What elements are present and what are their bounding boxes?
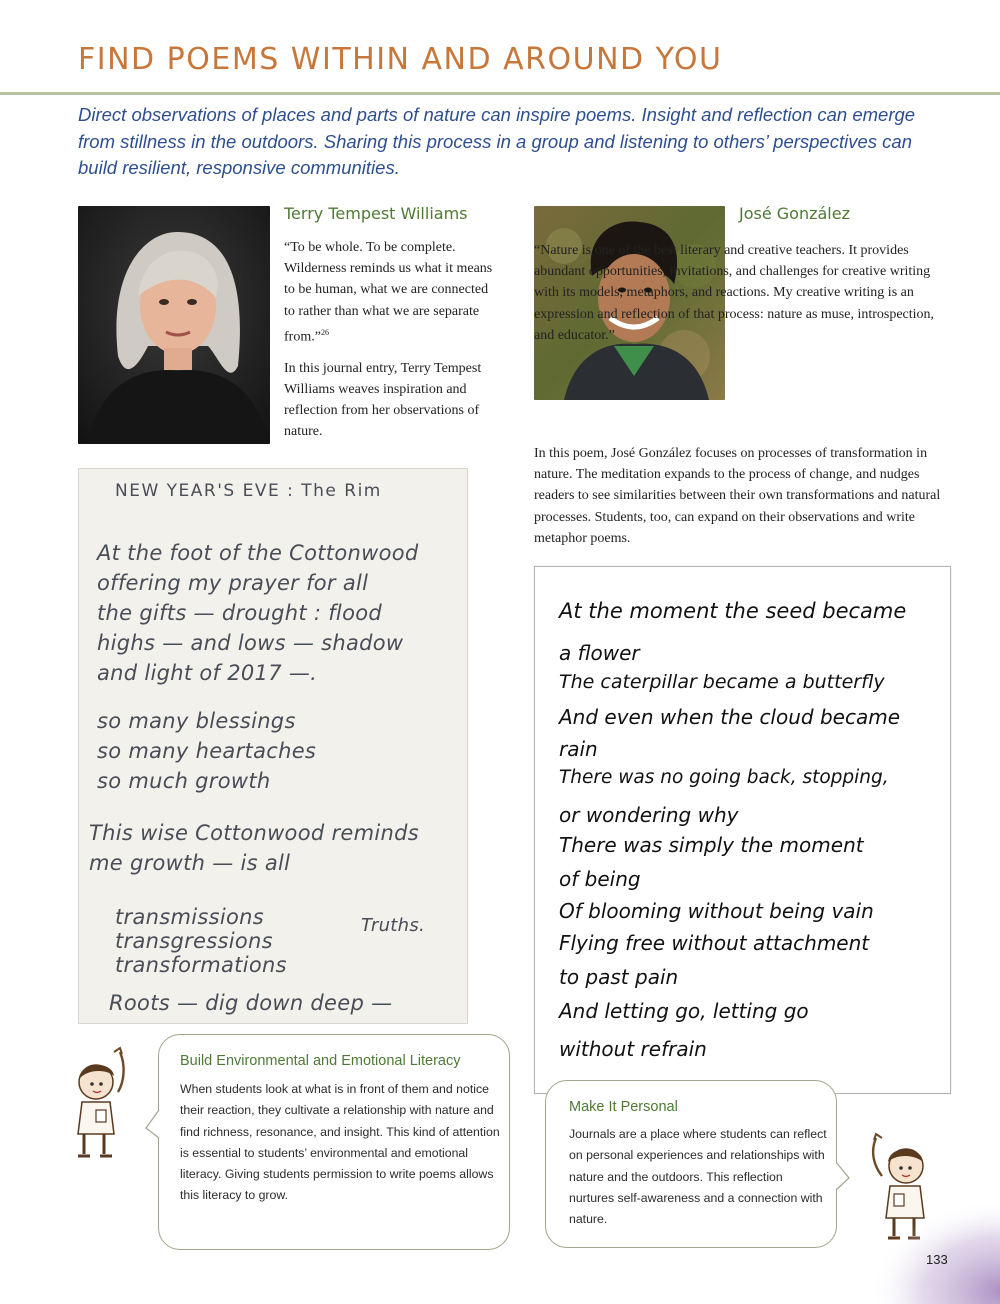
page-number: 133 (926, 1252, 948, 1267)
poem-line: There was simply the moment (559, 833, 864, 857)
journal-line: At the foot of the Cottonwood (97, 541, 419, 565)
jose-quote: “Nature is one of the best literary and creative teachers. It provides abundant opportunities, invitations, and challenges for creative writing with its models, metaphors, and reactions. My creative writing is an expression and reflection of that process: nature as muse, introspection, and educator.” (534, 243, 935, 343)
poem-line: to past pain (559, 965, 679, 989)
callout-literacy-tail (144, 1108, 162, 1142)
terry-description: In this journal entry, Terry Tempest Williams weaves inspiration and reflection from her observations of nature. (284, 360, 482, 440)
journal-line: transmissions (115, 905, 264, 929)
journal-line: highs — and lows — shadow (97, 631, 404, 655)
journal-line: and light of 2017 —. (97, 661, 318, 685)
journal-line: Roots — dig down deep — (109, 991, 393, 1015)
poem-card (534, 566, 951, 1094)
callout-literacy-title: Build Environmental and Emotional Literacy (180, 1053, 461, 1069)
watercolor-decoration (830, 1180, 1000, 1304)
journal-line: offering my prayer for all (97, 571, 369, 595)
title-divider (0, 92, 1000, 95)
callout-personal-text: Journals are a place where students can reflect on personal experiences and relationships with nature and the outdoors. This reflection nurtures self-awareness and a connection with nature. (569, 1127, 827, 1227)
journal-line: so many heartaches (97, 739, 317, 763)
poem-line: a flower (559, 641, 640, 665)
callout-literacy-text: When students look at what is in front of them and notice their reaction, they cultivate a relationship with nature and find richness, resonance, and insight. This kind of attention is essential to students’ environmental and emotional literacy. Giving students permission to write poems allows this literacy to grow. (180, 1082, 500, 1203)
poem-line: At the moment the seed became (559, 599, 907, 623)
poem-line: The caterpillar became a butterfly (559, 671, 885, 693)
jose-description: In this poem, José González focuses on processes of transformation in nature. The meditation expands to the process of change, and nudges readers to see similarities between their own transformations and natural processes. Students, too, can expand on their observations and write metaphor poems. (534, 446, 941, 546)
journal-line: transgressions (115, 929, 273, 953)
journal-line: so much growth (97, 769, 271, 793)
journal-line: This wise Cottonwood reminds (89, 821, 419, 845)
journal-line: NEW YEAR'S EVE : The Rim (115, 481, 382, 501)
poem-line: or wondering why (559, 803, 739, 827)
callout-personal-title: Make It Personal (569, 1099, 678, 1115)
callout-personal (545, 1080, 837, 1248)
poem-line: And letting go, letting go (559, 999, 809, 1023)
poem-line: There was no going back, stopping, (559, 767, 889, 788)
page-title: FIND POEMS WITHIN AND AROUND YOU (78, 42, 723, 77)
journal-entry-image (78, 468, 468, 1024)
journal-line: me growth — is all (89, 851, 291, 875)
journal-line: Truths. (361, 915, 426, 936)
kid-pointing-up-icon (74, 1046, 142, 1162)
poem-line: without refrain (559, 1037, 707, 1061)
terry-name: Terry Tempest Williams (284, 204, 468, 223)
terry-footnote: 26 (320, 327, 329, 337)
terry-quote: “To be whole. To be complete. Wilderness reminds us what it means to be human, what we are connected to rather than what we are separate from.” (284, 240, 493, 345)
journal-line: the gifts — drought : flood (97, 601, 382, 625)
journal-line: transformations (115, 953, 287, 977)
jose-name: José González (739, 204, 850, 223)
callout-literacy (158, 1034, 510, 1250)
poem-line: And even when the cloud became (559, 705, 900, 729)
poem-line: Of blooming without being vain (559, 899, 874, 923)
poem-line: rain (559, 737, 598, 761)
terry-text (284, 237, 499, 452)
intro-paragraph: Direct observations of places and parts of nature can inspire poems. Insight and reflection can emerge from stillness in the outdoors. Sharing this process in a group and listening to others’ perspectives can build resilient, responsive communities. (78, 104, 916, 178)
poem-line: of being (559, 867, 641, 891)
journal-line: so many blessings (97, 709, 296, 733)
poem-line: Flying free without attachment (559, 931, 870, 955)
terry-photo (78, 206, 270, 444)
